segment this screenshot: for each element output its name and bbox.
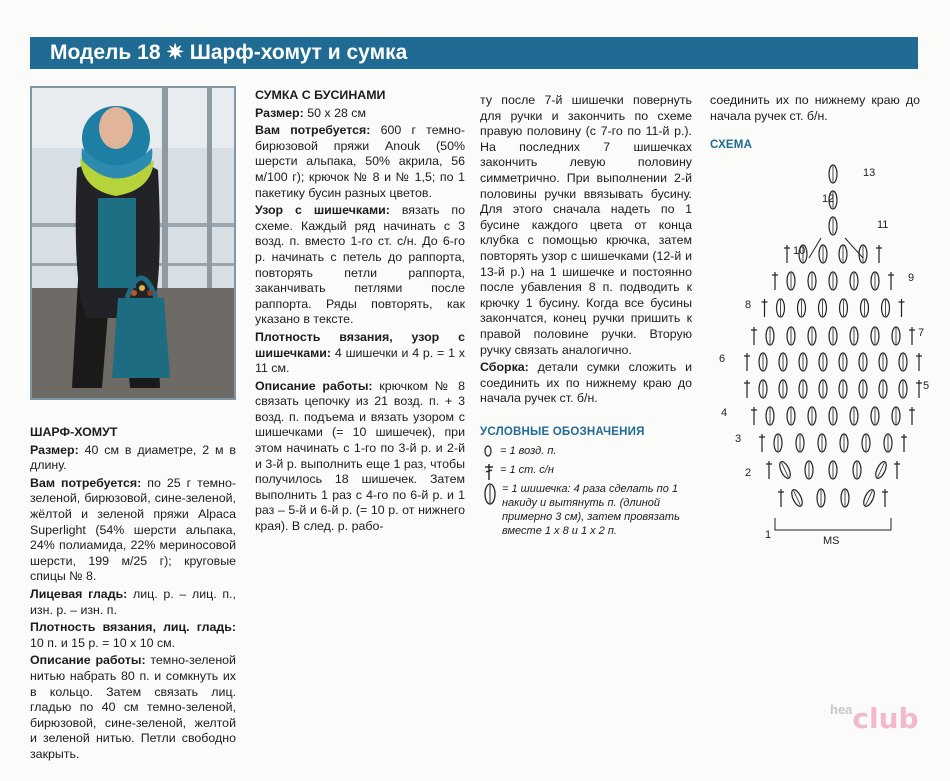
puff-stitch-mark bbox=[808, 272, 816, 290]
puff-stitch-mark bbox=[818, 434, 826, 452]
scarf-materials: Вам потребуется: по 25 г темно-зеленой, бирюзовой, сине-зеленой, жёлтой и зеленой пряжи Alpaca Superlight (54% шерсти альпака, 24% полиамида, 22% мериносовой шерсти, 199 м/25 г); круговые спицы № 8. bbox=[30, 475, 236, 584]
puff-stitch-mark bbox=[829, 272, 837, 290]
puff-stitch-mark bbox=[879, 353, 887, 371]
puff-stitch-mark bbox=[853, 461, 861, 479]
puff-stitch-mark bbox=[805, 461, 813, 479]
scarf-section bbox=[30, 425, 236, 764]
puff-stitch-mark bbox=[819, 299, 827, 317]
puff-stitch-mark bbox=[829, 461, 837, 479]
puff-stitch-mark bbox=[790, 488, 805, 508]
row-number-label: 12 bbox=[822, 193, 835, 205]
crochet-schema bbox=[705, 158, 945, 548]
legend bbox=[480, 425, 705, 538]
bag-work: Описание работы: крючком № 8 связать цепочку из 21 возд. п. + 3 возд. п. подъема и вязать узором с шишечками (= 10 шишечек), при этом начинать с 1-го по 3-й р. и 2-й и 3-й р. выполнить еще 1 раз, чтобы получилось 18 шишечек. Затем выполнить 1 раз с 4-го по 6-й р. и 1 раз – 5-й и 6-й р. (= 10 р. от нижнего края). В след. р. рабо- bbox=[255, 378, 465, 534]
puff-stitch-mark bbox=[871, 272, 879, 290]
puff-stitch-mark bbox=[829, 327, 837, 345]
puff-stitch-mark bbox=[839, 353, 847, 371]
puff-stitch-mark bbox=[859, 353, 867, 371]
puff-stitch-mark bbox=[899, 380, 907, 398]
schema-bottom-label: MS bbox=[823, 535, 840, 547]
puff-stitch-mark bbox=[840, 299, 848, 317]
puff-stitch-mark bbox=[766, 327, 774, 345]
page-title: Модель 18 ✷ Шарф-хомут и сумка bbox=[50, 41, 408, 64]
row-number-label: 6 bbox=[719, 353, 726, 365]
scarf-size: Размер: 40 см в диаметре, 2 м в длину. bbox=[30, 442, 236, 473]
puff-stitch-mark bbox=[798, 299, 806, 317]
puff-stitch-mark bbox=[766, 407, 774, 425]
row-number-label: 9 bbox=[908, 272, 915, 284]
puff-stitch-mark bbox=[829, 165, 837, 183]
row-number-label: 4 bbox=[721, 407, 728, 419]
puff-stitch-mark bbox=[871, 407, 879, 425]
puff-stitch-mark bbox=[779, 353, 787, 371]
puff-stitch-mark bbox=[859, 380, 867, 398]
row-number-label: 11 bbox=[877, 219, 889, 231]
double-crochet-icon bbox=[482, 463, 496, 481]
puff-stitch-mark bbox=[884, 434, 892, 452]
bag-size: Размер: 50 х 28 см bbox=[255, 105, 367, 120]
puff-stitch-mark bbox=[892, 407, 900, 425]
row-number-label: 8 bbox=[745, 299, 752, 311]
puff-stitch-mark bbox=[850, 327, 858, 345]
puff-stitch-mark bbox=[850, 272, 858, 290]
puff-stitch-mark bbox=[850, 407, 858, 425]
row-number-label: 1 bbox=[765, 529, 772, 541]
legend-item-chain: = 1 возд. п. bbox=[480, 444, 705, 458]
puff-stitch-mark bbox=[808, 327, 816, 345]
puff-stitch-mark bbox=[774, 434, 782, 452]
puff-stitch-mark bbox=[787, 407, 795, 425]
chain-bracket bbox=[775, 518, 891, 530]
puff-stitch-mark bbox=[859, 245, 867, 263]
row-number-label: 7 bbox=[918, 327, 925, 339]
puff-stitch-mark bbox=[777, 299, 785, 317]
puff-stitch-mark bbox=[829, 217, 837, 235]
puff-stitch-mark bbox=[759, 380, 767, 398]
bag-work-continued-text: ту после 7-й шишечки повернуть для ручки и закончить по схеме правую половину (с 7-го по 11-й р.). На последних 7 шишечках закончить левую половину симметрично. При выполнении 2-й половины ручки ввязывать бусину. Для этого сначала надеть по 1 бусине каждого цвета от конца клубка с помощью крючка, затем повторять узор с шишечками (12-й и 13-й р.) на 1 шишечке и постоянно после убавления 8 п. подводить к крючку 1 бусину. Когда все бусины закончатся, конец ручки пришить к правой половине ручки. Вторую ручку связать аналогично. bbox=[480, 93, 692, 357]
row-number-label: 2 bbox=[745, 467, 752, 479]
row-number-label: 10 bbox=[793, 245, 806, 257]
puff-stitch-mark bbox=[829, 407, 837, 425]
puff-stitch-mark bbox=[871, 327, 879, 345]
puff-stitch-mark bbox=[819, 380, 827, 398]
legend-item-puff: = 1 шишечка: 4 раза сделать по 1 накиду и вытянуть п. (длиной примерно 3 см), затем провязать вместе 1 х 8 и 1 х 2 п. bbox=[480, 482, 705, 538]
bag-work-continued bbox=[480, 93, 692, 409]
puff-stitch-mark bbox=[899, 353, 907, 371]
puff-stitch-icon bbox=[482, 482, 498, 506]
puff-stitch-mark bbox=[861, 299, 869, 317]
puff-stitch-mark bbox=[819, 245, 827, 263]
scarf-title: ШАРФ-ХОМУТ bbox=[30, 425, 118, 439]
puff-stitch-mark bbox=[840, 434, 848, 452]
row-number-label: 5 bbox=[923, 380, 930, 392]
bag-gauge: Плотность вязания, узор с шишечками: 4 шишечки и 4 р. = 1 х 11 см. bbox=[255, 329, 465, 376]
bag-pattern: Узор с шишечками: вязать по схеме. Каждый ряд начинать с 3 возд. п. вместо 1-го ст. с/н. До 6-го р. начинать с петель до раппорта, повторять петли раппорта, заканчивать петлями после раппорта. Ряды повторять, как указано в тексте. bbox=[255, 203, 465, 327]
puff-stitch-mark bbox=[839, 245, 847, 263]
puff-stitch-mark bbox=[841, 489, 849, 507]
row-number-label: 13 bbox=[863, 167, 876, 179]
puff-stitch-mark bbox=[796, 434, 804, 452]
bag-assembly: Сборка: детали сумки сложить и соединить их по нижнему краю до начала ручек ст. б/н. bbox=[480, 360, 692, 406]
puff-stitch-mark bbox=[778, 460, 793, 480]
chain-stitch-icon bbox=[482, 444, 496, 458]
scarf-work: Описание работы: темно-зеленой нитью набрать 80 п. и сомкнуть их в кольцо. Затем связать лиц. гладью по 40 см темно-зеленой, бирюзовой, сине-зеленой, желтой и зеленой нитью. Петли свободно закрыть. bbox=[30, 653, 236, 761]
puff-stitch-mark bbox=[799, 353, 807, 371]
title-bar bbox=[30, 37, 918, 69]
bag-title: СУМКА С БУСИНАМИ bbox=[255, 88, 386, 102]
puff-stitch-mark bbox=[862, 434, 870, 452]
puff-stitch-mark bbox=[787, 272, 795, 290]
model-illustration bbox=[32, 88, 234, 398]
scarf-stitch: Лицевая гладь: лиц. р. – лиц. п., изн. р. – изн. п. bbox=[30, 586, 236, 617]
bag-assembly-continued: соединить их по нижнему краю до начала ручек ст. б/н. СХЕМА bbox=[710, 93, 920, 156]
model-photo bbox=[30, 86, 236, 400]
bag-section bbox=[255, 88, 465, 537]
puff-stitch-mark bbox=[787, 327, 795, 345]
puff-stitch-mark bbox=[862, 488, 877, 508]
puff-stitch-mark bbox=[882, 299, 890, 317]
puff-stitch-mark bbox=[779, 380, 787, 398]
puff-stitch-mark bbox=[819, 353, 827, 371]
puff-stitch-mark bbox=[892, 327, 900, 345]
bag-materials: Вам потребуется: 600 г темно-бирюзовой пряжи Anouk (50% шерсти альпака, 50% акрила, 56 м/100 г); крючок № 8 и № 1,5; по 1 пакетику бусин разных цветов. bbox=[255, 123, 465, 200]
puff-stitch-mark bbox=[808, 407, 816, 425]
watermark-logo: $^{hea}$club bbox=[830, 702, 919, 735]
puff-stitch-mark bbox=[874, 460, 889, 480]
puff-stitch-mark bbox=[879, 380, 887, 398]
row-number-label: 3 bbox=[735, 433, 742, 445]
puff-stitch-mark bbox=[759, 353, 767, 371]
scarf-gauge: Плотность вязания, лиц. гладь: 10 п. и 15 р. = 10 х 10 см. bbox=[30, 620, 236, 650]
puff-stitch-mark bbox=[839, 380, 847, 398]
schema-title: СХЕМА bbox=[710, 139, 753, 152]
legend-title: УСЛОВНЫЕ ОБОЗНАЧЕНИЯ bbox=[480, 426, 645, 438]
puff-stitch-mark bbox=[799, 380, 807, 398]
legend-item-double-crochet: = 1 ст. с/н bbox=[480, 463, 705, 477]
puff-stitch-mark bbox=[817, 489, 825, 507]
